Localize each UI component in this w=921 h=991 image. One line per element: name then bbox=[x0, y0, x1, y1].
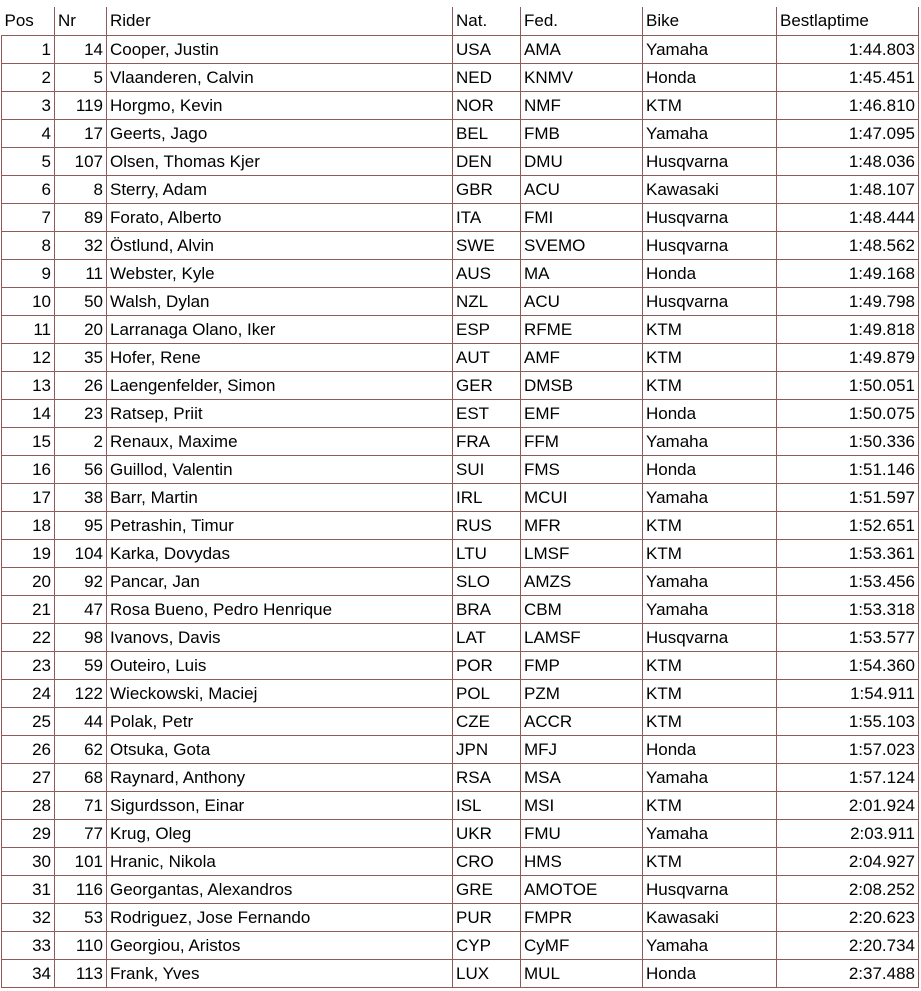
cell-pos: 7 bbox=[2, 203, 55, 231]
cell-fed: AMF bbox=[521, 343, 643, 371]
cell-bike: Yamaha bbox=[643, 483, 777, 511]
column-header-bestlaptime: Bestlaptime bbox=[777, 7, 919, 35]
cell-nr: 8 bbox=[55, 175, 107, 203]
table-row bbox=[2, 903, 919, 931]
cell-fed: ACU bbox=[521, 175, 643, 203]
cell-rider: Petrashin, Timur bbox=[107, 511, 453, 539]
cell-bestlaptime: 1:49.818 bbox=[777, 315, 919, 343]
cell-bike: KTM bbox=[643, 511, 777, 539]
cell-bike: Yamaha bbox=[643, 595, 777, 623]
cell-bestlaptime: 1:52.651 bbox=[777, 511, 919, 539]
cell-bestlaptime: 1:55.103 bbox=[777, 707, 919, 735]
cell-nat: SUI bbox=[453, 455, 521, 483]
cell-pos: 15 bbox=[2, 427, 55, 455]
cell-rider: Östlund, Alvin bbox=[107, 231, 453, 259]
cell-nr: 2 bbox=[55, 427, 107, 455]
cell-rider: Rodriguez, Jose Fernando bbox=[107, 903, 453, 931]
cell-nr: 89 bbox=[55, 203, 107, 231]
cell-pos: 21 bbox=[2, 595, 55, 623]
cell-bestlaptime: 1:57.124 bbox=[777, 763, 919, 791]
cell-nat: EST bbox=[453, 399, 521, 427]
cell-bestlaptime: 2:37.488 bbox=[777, 959, 919, 987]
table-row bbox=[2, 959, 919, 987]
cell-rider: Pancar, Jan bbox=[107, 567, 453, 595]
cell-bike: Husqvarna bbox=[643, 623, 777, 651]
cell-bike: Husqvarna bbox=[643, 875, 777, 903]
cell-nr: 92 bbox=[55, 567, 107, 595]
cell-nat: GRE bbox=[453, 875, 521, 903]
cell-bestlaptime: 1:49.168 bbox=[777, 259, 919, 287]
cell-bike: KTM bbox=[643, 315, 777, 343]
cell-bestlaptime: 1:48.444 bbox=[777, 203, 919, 231]
cell-bike: KTM bbox=[643, 707, 777, 735]
cell-pos: 1 bbox=[2, 35, 55, 63]
cell-pos: 2 bbox=[2, 63, 55, 91]
cell-bestlaptime: 1:53.361 bbox=[777, 539, 919, 567]
table-row bbox=[2, 819, 919, 847]
cell-pos: 24 bbox=[2, 679, 55, 707]
cell-rider: Rosa Bueno, Pedro Henrique bbox=[107, 595, 453, 623]
cell-bike: Honda bbox=[643, 455, 777, 483]
cell-bestlaptime: 1:48.562 bbox=[777, 231, 919, 259]
cell-nat: SWE bbox=[453, 231, 521, 259]
cell-nat: IRL bbox=[453, 483, 521, 511]
cell-nat: POR bbox=[453, 651, 521, 679]
cell-nat: NOR bbox=[453, 91, 521, 119]
cell-bike: KTM bbox=[643, 91, 777, 119]
cell-bike: Yamaha bbox=[643, 35, 777, 63]
cell-nr: 107 bbox=[55, 147, 107, 175]
cell-nr: 20 bbox=[55, 315, 107, 343]
cell-rider: Horgmo, Kevin bbox=[107, 91, 453, 119]
cell-rider: Otsuka, Gota bbox=[107, 735, 453, 763]
cell-bike: Husqvarna bbox=[643, 287, 777, 315]
cell-fed: KNMV bbox=[521, 63, 643, 91]
cell-pos: 25 bbox=[2, 707, 55, 735]
cell-fed: MFJ bbox=[521, 735, 643, 763]
cell-bike: Kawasaki bbox=[643, 903, 777, 931]
results-table bbox=[1, 7, 919, 988]
cell-rider: Guillod, Valentin bbox=[107, 455, 453, 483]
cell-nat: AUS bbox=[453, 259, 521, 287]
cell-nr: 38 bbox=[55, 483, 107, 511]
column-header-pos: Pos bbox=[2, 7, 55, 35]
cell-bestlaptime: 1:54.911 bbox=[777, 679, 919, 707]
cell-bike: KTM bbox=[643, 343, 777, 371]
cell-rider: Cooper, Justin bbox=[107, 35, 453, 63]
cell-nat: BRA bbox=[453, 595, 521, 623]
cell-nr: 14 bbox=[55, 35, 107, 63]
cell-fed: ACU bbox=[521, 287, 643, 315]
table-row bbox=[2, 315, 919, 343]
cell-nat: BEL bbox=[453, 119, 521, 147]
cell-bestlaptime: 2:20.734 bbox=[777, 931, 919, 959]
cell-pos: 5 bbox=[2, 147, 55, 175]
cell-fed: FMB bbox=[521, 119, 643, 147]
cell-bike: KTM bbox=[643, 371, 777, 399]
cell-pos: 14 bbox=[2, 399, 55, 427]
cell-pos: 16 bbox=[2, 455, 55, 483]
cell-rider: Karka, Dovydas bbox=[107, 539, 453, 567]
cell-rider: Larranaga Olano, Iker bbox=[107, 315, 453, 343]
cell-pos: 12 bbox=[2, 343, 55, 371]
cell-rider: Sigurdsson, Einar bbox=[107, 791, 453, 819]
table-row bbox=[2, 791, 919, 819]
cell-rider: Georgiou, Aristos bbox=[107, 931, 453, 959]
cell-rider: Barr, Martin bbox=[107, 483, 453, 511]
table-row bbox=[2, 427, 919, 455]
cell-pos: 17 bbox=[2, 483, 55, 511]
cell-bike: Kawasaki bbox=[643, 175, 777, 203]
cell-fed: MA bbox=[521, 259, 643, 287]
cell-pos: 26 bbox=[2, 735, 55, 763]
cell-nr: 17 bbox=[55, 119, 107, 147]
table-row bbox=[2, 259, 919, 287]
cell-nr: 68 bbox=[55, 763, 107, 791]
table-row bbox=[2, 931, 919, 959]
cell-nat: CRO bbox=[453, 847, 521, 875]
table-row bbox=[2, 679, 919, 707]
cell-fed: MSA bbox=[521, 763, 643, 791]
cell-nat: FRA bbox=[453, 427, 521, 455]
cell-nr: 101 bbox=[55, 847, 107, 875]
table-row bbox=[2, 567, 919, 595]
table-row bbox=[2, 63, 919, 91]
cell-bestlaptime: 1:50.075 bbox=[777, 399, 919, 427]
column-header-nr: Nr bbox=[55, 7, 107, 35]
cell-nr: 98 bbox=[55, 623, 107, 651]
cell-rider: Webster, Kyle bbox=[107, 259, 453, 287]
cell-nr: 47 bbox=[55, 595, 107, 623]
cell-rider: Walsh, Dylan bbox=[107, 287, 453, 315]
cell-nat: GBR bbox=[453, 175, 521, 203]
column-header-fed: Fed. bbox=[521, 7, 643, 35]
cell-pos: 27 bbox=[2, 763, 55, 791]
cell-fed: AMZS bbox=[521, 567, 643, 595]
cell-nat: RUS bbox=[453, 511, 521, 539]
cell-nr: 122 bbox=[55, 679, 107, 707]
cell-nat: ISL bbox=[453, 791, 521, 819]
cell-rider: Hranic, Nikola bbox=[107, 847, 453, 875]
cell-rider: Wieckowski, Maciej bbox=[107, 679, 453, 707]
cell-bestlaptime: 2:08.252 bbox=[777, 875, 919, 903]
cell-nat: DEN bbox=[453, 147, 521, 175]
cell-bestlaptime: 1:50.051 bbox=[777, 371, 919, 399]
cell-bike: Yamaha bbox=[643, 119, 777, 147]
cell-bike: Husqvarna bbox=[643, 203, 777, 231]
cell-bestlaptime: 1:47.095 bbox=[777, 119, 919, 147]
cell-bestlaptime: 1:48.107 bbox=[777, 175, 919, 203]
cell-pos: 28 bbox=[2, 791, 55, 819]
cell-fed: LAMSF bbox=[521, 623, 643, 651]
cell-bike: Yamaha bbox=[643, 931, 777, 959]
cell-fed: AMOTOE bbox=[521, 875, 643, 903]
cell-nat: CZE bbox=[453, 707, 521, 735]
cell-nr: 23 bbox=[55, 399, 107, 427]
cell-bike: Yamaha bbox=[643, 427, 777, 455]
cell-rider: Krug, Oleg bbox=[107, 819, 453, 847]
table-header bbox=[2, 7, 919, 35]
cell-nr: 50 bbox=[55, 287, 107, 315]
cell-nat: CYP bbox=[453, 931, 521, 959]
cell-nat: LUX bbox=[453, 959, 521, 987]
table-row bbox=[2, 623, 919, 651]
cell-bestlaptime: 1:53.318 bbox=[777, 595, 919, 623]
cell-pos: 9 bbox=[2, 259, 55, 287]
cell-rider: Raynard, Anthony bbox=[107, 763, 453, 791]
cell-nat: SLO bbox=[453, 567, 521, 595]
table-row bbox=[2, 483, 919, 511]
cell-nr: 26 bbox=[55, 371, 107, 399]
cell-bestlaptime: 2:20.623 bbox=[777, 903, 919, 931]
cell-bike: Yamaha bbox=[643, 567, 777, 595]
cell-fed: FMS bbox=[521, 455, 643, 483]
cell-bike: Honda bbox=[643, 399, 777, 427]
cell-rider: Renaux, Maxime bbox=[107, 427, 453, 455]
table-row bbox=[2, 651, 919, 679]
cell-bike: Honda bbox=[643, 735, 777, 763]
cell-nr: 53 bbox=[55, 903, 107, 931]
cell-bestlaptime: 1:44.803 bbox=[777, 35, 919, 63]
cell-nat: LAT bbox=[453, 623, 521, 651]
cell-fed: CyMF bbox=[521, 931, 643, 959]
cell-rider: Ratsep, Priit bbox=[107, 399, 453, 427]
cell-fed: PZM bbox=[521, 679, 643, 707]
cell-pos: 23 bbox=[2, 651, 55, 679]
cell-fed: MUL bbox=[521, 959, 643, 987]
table-row bbox=[2, 119, 919, 147]
cell-nat: NZL bbox=[453, 287, 521, 315]
cell-rider: Polak, Petr bbox=[107, 707, 453, 735]
cell-nr: 110 bbox=[55, 931, 107, 959]
cell-nr: 77 bbox=[55, 819, 107, 847]
cell-nat: LTU bbox=[453, 539, 521, 567]
table-row bbox=[2, 175, 919, 203]
table-row bbox=[2, 511, 919, 539]
cell-pos: 3 bbox=[2, 91, 55, 119]
cell-pos: 18 bbox=[2, 511, 55, 539]
cell-pos: 19 bbox=[2, 539, 55, 567]
header-row bbox=[2, 7, 919, 35]
cell-rider: Forato, Alberto bbox=[107, 203, 453, 231]
cell-fed: FMPR bbox=[521, 903, 643, 931]
cell-bestlaptime: 2:01.924 bbox=[777, 791, 919, 819]
table-row bbox=[2, 287, 919, 315]
cell-rider: Laengenfelder, Simon bbox=[107, 371, 453, 399]
cell-rider: Sterry, Adam bbox=[107, 175, 453, 203]
cell-fed: FMU bbox=[521, 819, 643, 847]
cell-fed: CBM bbox=[521, 595, 643, 623]
table-row bbox=[2, 847, 919, 875]
cell-bestlaptime: 1:46.810 bbox=[777, 91, 919, 119]
cell-fed: MFR bbox=[521, 511, 643, 539]
cell-pos: 4 bbox=[2, 119, 55, 147]
cell-rider: Outeiro, Luis bbox=[107, 651, 453, 679]
cell-rider: Vlaanderen, Calvin bbox=[107, 63, 453, 91]
cell-bestlaptime: 1:53.577 bbox=[777, 623, 919, 651]
cell-nat: AUT bbox=[453, 343, 521, 371]
column-header-nat: Nat. bbox=[453, 7, 521, 35]
cell-fed: LMSF bbox=[521, 539, 643, 567]
cell-bestlaptime: 1:53.456 bbox=[777, 567, 919, 595]
cell-bestlaptime: 1:49.798 bbox=[777, 287, 919, 315]
cell-pos: 20 bbox=[2, 567, 55, 595]
cell-nr: 116 bbox=[55, 875, 107, 903]
cell-bestlaptime: 2:03.911 bbox=[777, 819, 919, 847]
cell-pos: 8 bbox=[2, 231, 55, 259]
cell-rider: Ivanovs, Davis bbox=[107, 623, 453, 651]
cell-fed: AMA bbox=[521, 35, 643, 63]
cell-fed: HMS bbox=[521, 847, 643, 875]
cell-fed: DMSB bbox=[521, 371, 643, 399]
cell-fed: FMP bbox=[521, 651, 643, 679]
cell-nr: 95 bbox=[55, 511, 107, 539]
cell-nat: USA bbox=[453, 35, 521, 63]
cell-nat: GER bbox=[453, 371, 521, 399]
cell-pos: 10 bbox=[2, 287, 55, 315]
cell-fed: MSI bbox=[521, 791, 643, 819]
cell-nr: 104 bbox=[55, 539, 107, 567]
cell-bike: Yamaha bbox=[643, 819, 777, 847]
table-row bbox=[2, 539, 919, 567]
cell-fed: FFM bbox=[521, 427, 643, 455]
cell-pos: 29 bbox=[2, 819, 55, 847]
cell-bike: Husqvarna bbox=[643, 147, 777, 175]
cell-nat: NED bbox=[453, 63, 521, 91]
cell-bestlaptime: 1:57.023 bbox=[777, 735, 919, 763]
cell-bestlaptime: 1:45.451 bbox=[777, 63, 919, 91]
column-header-rider: Rider bbox=[107, 7, 453, 35]
cell-bike: KTM bbox=[643, 539, 777, 567]
cell-bike: KTM bbox=[643, 791, 777, 819]
cell-nr: 62 bbox=[55, 735, 107, 763]
cell-rider: Georgantas, Alexandros bbox=[107, 875, 453, 903]
cell-pos: 11 bbox=[2, 315, 55, 343]
cell-fed: DMU bbox=[521, 147, 643, 175]
table-body bbox=[2, 35, 919, 987]
table-row bbox=[2, 595, 919, 623]
cell-rider: Frank, Yves bbox=[107, 959, 453, 987]
cell-pos: 34 bbox=[2, 959, 55, 987]
table-row bbox=[2, 371, 919, 399]
cell-fed: FMI bbox=[521, 203, 643, 231]
cell-pos: 30 bbox=[2, 847, 55, 875]
cell-nat: UKR bbox=[453, 819, 521, 847]
cell-bestlaptime: 1:54.360 bbox=[777, 651, 919, 679]
table-row bbox=[2, 35, 919, 63]
cell-nat: RSA bbox=[453, 763, 521, 791]
cell-nr: 11 bbox=[55, 259, 107, 287]
table-row bbox=[2, 343, 919, 371]
cell-nr: 59 bbox=[55, 651, 107, 679]
cell-fed: SVEMO bbox=[521, 231, 643, 259]
cell-fed: ACCR bbox=[521, 707, 643, 735]
cell-bestlaptime: 1:48.036 bbox=[777, 147, 919, 175]
table-row bbox=[2, 875, 919, 903]
cell-bike: KTM bbox=[643, 651, 777, 679]
cell-bike: Honda bbox=[643, 959, 777, 987]
table-row bbox=[2, 203, 919, 231]
cell-pos: 6 bbox=[2, 175, 55, 203]
cell-bike: Yamaha bbox=[643, 763, 777, 791]
cell-rider: Hofer, Rene bbox=[107, 343, 453, 371]
table-row bbox=[2, 455, 919, 483]
cell-bestlaptime: 2:04.927 bbox=[777, 847, 919, 875]
cell-bike: Husqvarna bbox=[643, 231, 777, 259]
cell-bestlaptime: 1:50.336 bbox=[777, 427, 919, 455]
cell-nr: 35 bbox=[55, 343, 107, 371]
cell-pos: 32 bbox=[2, 903, 55, 931]
table-row bbox=[2, 735, 919, 763]
cell-fed: MCUI bbox=[521, 483, 643, 511]
column-header-bike: Bike bbox=[643, 7, 777, 35]
table-row bbox=[2, 707, 919, 735]
cell-nr: 71 bbox=[55, 791, 107, 819]
cell-nr: 56 bbox=[55, 455, 107, 483]
cell-bestlaptime: 1:51.146 bbox=[777, 455, 919, 483]
table-row bbox=[2, 147, 919, 175]
cell-pos: 13 bbox=[2, 371, 55, 399]
cell-nat: PUR bbox=[453, 903, 521, 931]
cell-rider: Olsen, Thomas Kjer bbox=[107, 147, 453, 175]
cell-pos: 33 bbox=[2, 931, 55, 959]
cell-nat: ITA bbox=[453, 203, 521, 231]
cell-nat: POL bbox=[453, 679, 521, 707]
table-row bbox=[2, 91, 919, 119]
cell-bestlaptime: 1:49.879 bbox=[777, 343, 919, 371]
cell-nat: ESP bbox=[453, 315, 521, 343]
table-row bbox=[2, 231, 919, 259]
cell-bike: KTM bbox=[643, 679, 777, 707]
cell-pos: 22 bbox=[2, 623, 55, 651]
cell-fed: EMF bbox=[521, 399, 643, 427]
table-row bbox=[2, 763, 919, 791]
cell-nr: 113 bbox=[55, 959, 107, 987]
cell-bike: Honda bbox=[643, 259, 777, 287]
cell-nat: JPN bbox=[453, 735, 521, 763]
cell-bike: Honda bbox=[643, 63, 777, 91]
cell-nr: 32 bbox=[55, 231, 107, 259]
cell-nr: 44 bbox=[55, 707, 107, 735]
cell-bike: KTM bbox=[643, 847, 777, 875]
cell-fed: NMF bbox=[521, 91, 643, 119]
cell-bestlaptime: 1:51.597 bbox=[777, 483, 919, 511]
cell-rider: Geerts, Jago bbox=[107, 119, 453, 147]
cell-pos: 31 bbox=[2, 875, 55, 903]
table-row bbox=[2, 399, 919, 427]
cell-fed: RFME bbox=[521, 315, 643, 343]
cell-nr: 5 bbox=[55, 63, 107, 91]
cell-nr: 119 bbox=[55, 91, 107, 119]
